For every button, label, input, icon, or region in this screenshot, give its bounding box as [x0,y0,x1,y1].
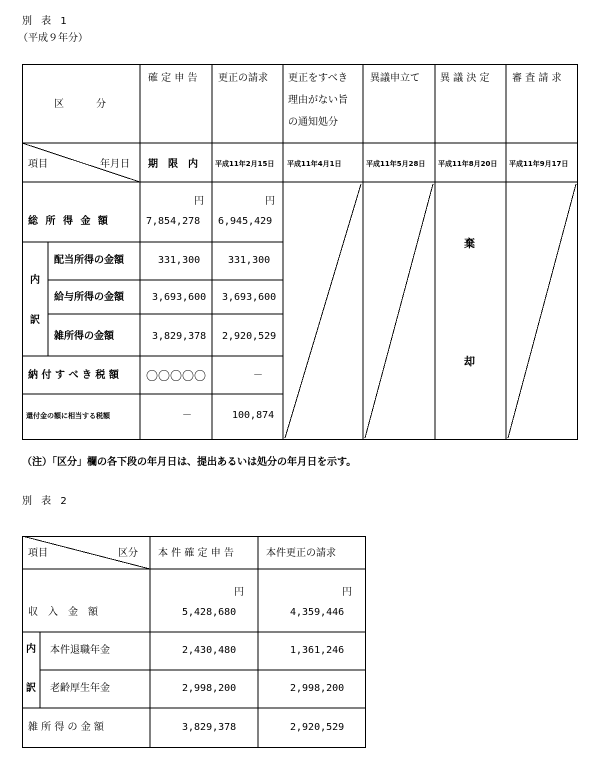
table1-zatsu-label: 雑所得の金額 [54,331,114,342]
table1-date-igi-kettei: 平成11年8月20日 [438,160,498,168]
table2-taishoku-kakutei: 2,430,480 [182,645,237,656]
table1-kubun-header: 区 分 [54,99,110,110]
table2-kubun-label: 区分 [118,548,138,559]
table2-col-kousei: 本件更正の請求 [266,548,336,559]
table1-decision-ki: 棄 [464,237,475,250]
table1-refund-kousei: 100,874 [232,410,275,421]
table1-date-igi-moushitate: 平成11年5月28日 [366,160,426,168]
table1-date-tsuchi: 平成11年4月1日 [287,160,342,168]
table2-breakdown-uchi: 内 [26,644,36,655]
table1-tax-kakutei: 〇〇〇〇〇 [146,369,207,383]
table1-decision-kyaku: 却 [464,355,475,368]
table1-refund-label: 還付金の額に相当する税額 [26,412,110,420]
table1-col-tsuchi-line1: 更正をすべき [288,73,348,84]
table1-date-kousei: 平成11年2月15日 [215,160,275,168]
table1-zatsu-kousei: 2,920,529 [222,331,277,342]
table1-col-shinsa: 審 査 請 求 [512,73,562,84]
table2-col-kakutei: 本 件 確 定 申 告 [158,548,234,559]
table1-col-tsuchi-line3: の通知処分 [288,117,338,128]
table1-total-label: 総 所 得 金 額 [28,216,110,227]
table2-misc-label: 雑 所 得 の 金 額 [28,722,104,733]
table2-income-unit-kakutei: 円 [234,587,244,598]
table2-income-kakutei: 5,428,680 [182,607,237,618]
table1-tax-label: 納 付 す べ き 税 額 [28,370,119,381]
table1-subcaption: （平成９年分） [18,33,88,44]
table2-kosei-label: 老齢厚生年金 [50,683,110,694]
table1-total-unit-kousei: 円 [265,196,275,207]
table2-misc-kakutei: 3,829,378 [182,722,237,733]
table2-grid [22,536,366,748]
table1-col-igi-moushitate: 異議申立て [370,73,420,84]
table1-item-label: 項目 [28,159,48,170]
table2-kosei-kousei: 2,998,200 [290,683,345,694]
table2 [22,536,366,748]
table1-col-igi-kettei: 異 議 決 定 [440,73,490,84]
table2-item-label: 項目 [28,548,48,559]
table2-income-unit-kousei: 円 [342,587,352,598]
table1-kyuyo-label: 給与所得の金額 [54,292,124,303]
table1-date-label: 年月日 [100,159,130,170]
table2-breakdown-wake: 訳 [26,683,36,694]
table2-taishoku-label: 本件退職年金 [50,645,110,656]
table1-kyuyo-kousei: 3,693,600 [222,292,277,303]
table2-taishoku-kousei: 1,361,246 [290,645,345,656]
table1-haitou-label: 配当所得の金額 [54,255,124,266]
table2-misc-kousei: 2,920,529 [290,722,345,733]
table1-total-unit-kakutei: 円 [194,196,204,207]
table1-haitou-kousei: 331,300 [228,255,271,266]
table2-income-label: 収 入 金 額 [28,607,98,618]
table1-note: （注）「区分」欄の各下段の年月日は、提出あるいは処分の年月日を示す。 [22,457,357,468]
table1-col-kousei: 更正の請求 [218,73,268,84]
table1-date-shinsa: 平成11年9月17日 [509,160,569,168]
table1-caption: 別 表 1 [22,16,70,27]
table2-caption: 別 表 2 [22,496,70,507]
table2-income-kousei: 4,359,446 [290,607,345,618]
table1 [22,64,578,440]
table1-refund-kakutei: － [182,410,192,421]
table1-total-kousei: 6,945,429 [218,216,273,227]
table1-kyuyo-kakutei: 3,693,600 [152,292,207,303]
table1-breakdown-wake: 訳 [30,315,40,326]
table1-breakdown-uchi: 内 [30,275,40,286]
table1-tax-kousei: － [253,370,263,381]
table1-col-kakutei: 確 定 申 告 [148,73,198,84]
table1-zatsu-kakutei: 3,829,378 [152,331,207,342]
table1-date-kakutei: 期 限 内 [148,159,198,170]
table1-col-tsuchi-line2: 理由がない旨 [288,95,348,106]
table1-haitou-kakutei: 331,300 [158,255,201,266]
table1-total-kakutei: 7,854,278 [146,216,201,227]
table2-kosei-kakutei: 2,998,200 [182,683,237,694]
